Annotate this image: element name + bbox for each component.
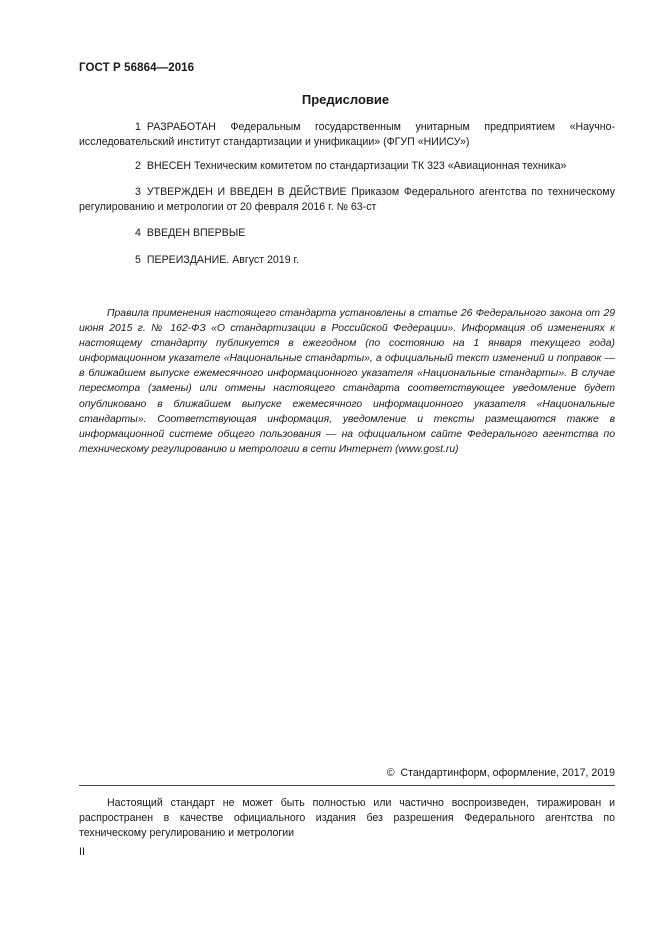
page-number: II [79, 846, 85, 858]
application-note: Правила применения настоящего стандарта установлены в статье 26 Федерального закона от 29 июня 2015 г. № 162-ФЗ «О стандартизации в Российской Федерации». Информация об изменениях к настоящему стандарту публикуется в ежегодном (по состоянию на 1 января текущего года) информационном указателе «Национальные стандарты», а официальный текст изменений и поправок — в ближайшем выпуске ежемесячного информационного указателя «Национальные стандарты». В случае пересмотра (замены) или отмены настоящего стандарта соответствующее уведомление будет опубликовано в ближайшем выпуске ежемесячного информационного указателя «Национальные стандарты». Соответствующая информация, уведомление и тексты размещаются также в информационной системе общего пользования — на официальном сайте Федерального агентства по техническому регулированию и метрологии в сети Интернет (www.gost.ru) [79, 308, 615, 455]
list-item [79, 159, 615, 174]
copyright-line [387, 767, 615, 779]
item-text: ПЕРЕИЗДАНИЕ. Август 2019 г. [146, 254, 300, 266]
item-number: 1 [135, 121, 141, 133]
standard-id: ГОСТ Р 56864—2016 [79, 62, 195, 74]
rights-notice: Настоящий стандарт не может быть полностью или частично воспроизведен, тиражирован и распространен в качестве официального издания без разрешения Федерального агентства по техническому регулированию и метрологии [79, 797, 615, 839]
copyright-text: Стандартинформ, оформление, 2017, 2019 [400, 767, 615, 779]
item-text: РАЗРАБОТАН Федеральным государственным унитарным предприятием «Научно-исследовательский институт стандартизации и унификации» (ФГУП «НИИСУ») [79, 121, 615, 148]
list-item [79, 226, 615, 241]
copyright-icon: © [386, 767, 395, 779]
list-item [79, 185, 615, 215]
item-number: 4 [135, 227, 141, 239]
footer-divider [79, 785, 615, 786]
page-title: Предисловие [301, 92, 390, 107]
item-text: ВНЕСЕН Техническим комитетом по стандартизации ТК 323 «Авиационная техника» [146, 160, 567, 172]
list-item [79, 120, 615, 150]
item-number: 3 [135, 186, 141, 198]
item-number: 2 [135, 160, 141, 172]
item-text: УТВЕРЖДЕН И ВВЕДЕН В ДЕЙСТВИЕ Приказом Федерального агентства по техническому регулированию и метрологии от 20 февраля 2016 г. № 63-ст [79, 186, 615, 213]
list-item [79, 253, 615, 268]
item-number: 5 [135, 254, 141, 266]
item-text: ВВЕДЕН ВПЕРВЫЕ [146, 227, 246, 239]
